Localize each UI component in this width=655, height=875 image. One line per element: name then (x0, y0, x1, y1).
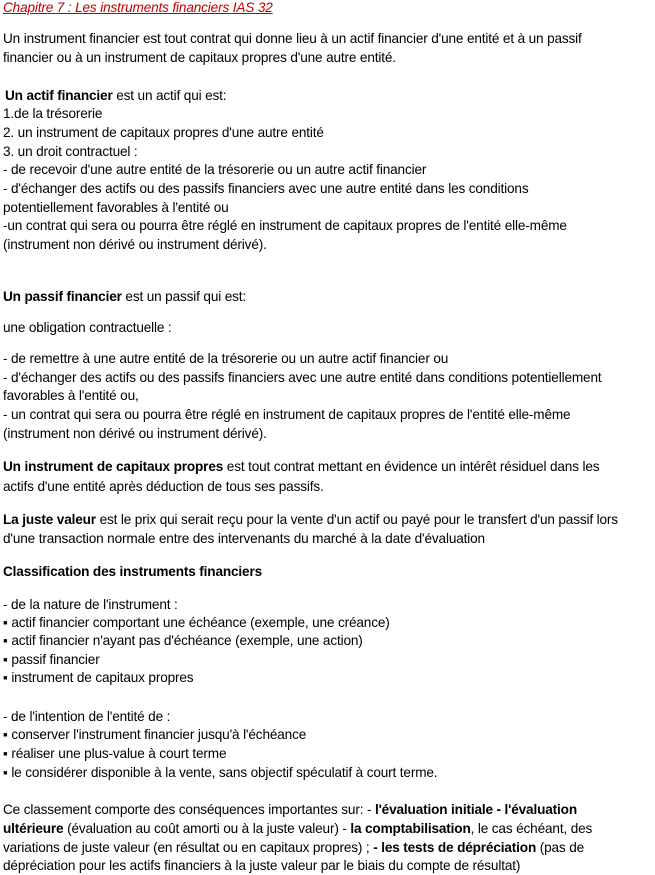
passif-definition (3, 289, 655, 305)
juste-term: La juste valeur (3, 512, 96, 527)
list-item: ▪ le considérer disponible à la vente, sans objectif spéculatif à court terme. (3, 765, 438, 780)
consequences-line: Ce classement comporte des conséquences importantes sur: - l'évaluation initiale - l'évaluation (3, 802, 577, 817)
intro-line: Un instrument financier est tout contrat qui donne lieu à un actif financier d'une entité et à un passif (3, 31, 582, 46)
capitaux-def: est tout contrat mettant en évidence un intérêt résiduel dans les (223, 459, 600, 474)
list-item: ▪ actif financier comportant une échéance (exemple, une créance) (3, 615, 390, 630)
bullet-icon: ▪ (3, 727, 8, 742)
list-item: 3. un droit contractuel : (3, 144, 138, 159)
consequences-line: variations de juste valeur (en résultat ou en capitaux propres) ; - les tests de dépréciation (pas de (3, 840, 585, 855)
list-item: (instrument non dérivé ou instrument dérivé). (3, 426, 267, 441)
page-title: Chapitre 7 : Les instruments financiers IAS 32 (3, 0, 273, 15)
actif-definition (5, 88, 655, 104)
consequences-line: dépréciation pour les actifs financiers à la juste valeur par le biais du compte de résultat) (3, 858, 521, 873)
section-heading (3, 564, 655, 580)
passif-term: Un passif financier (3, 289, 122, 304)
consequences-line: ultérieure (évaluation au coût amorti ou à la juste valeur) - la comptabilisation, le cas échéant, des (3, 821, 593, 836)
list-item: ▪ réaliser une plus-value à court terme (3, 746, 227, 761)
list-item: (instrument non dérivé ou instrument dérivé). (3, 237, 267, 252)
nature-label: - de la nature de l'instrument : (3, 597, 178, 612)
list-item: ▪ passif financier (3, 652, 100, 667)
passif-obligation: une obligation contractuelle : (3, 320, 172, 335)
list-item: ▪ actif financier n'ayant pas d'échéance (exemple, une action) (3, 633, 363, 648)
list-item: 2. un instrument de capitaux propres d'une autre entité (3, 125, 324, 140)
actif-def: est un actif qui est: (112, 88, 227, 103)
list-item: - un contrat qui sera ou pourra être réglé en instrument de capitaux propres de l'entité elle-même (3, 407, 571, 422)
classification-heading: Classification des instruments financiers (3, 564, 263, 579)
list-item: ▪ instrument de capitaux propres (3, 670, 194, 685)
list-item: 1.de la trésorerie (3, 106, 103, 121)
passif-def: est un passif qui est: (121, 289, 247, 304)
capitaux-line2: actifs d'une entité après déduction de tous ses passifs. (3, 479, 324, 494)
list-item: - d'échanger des actifs ou des passifs financiers avec une autre entité dans conditions potentiellement (3, 370, 602, 385)
juste-definition (3, 512, 655, 528)
actif-term: Un actif financier (5, 88, 113, 103)
list-item: ▪ conserver l'instrument financier jusqu'à l'échéance (3, 727, 307, 742)
list-item: - de remettre à une autre entité de la trésorerie ou un autre actif financier ou (3, 351, 449, 366)
intention-label: - de l'intention de l'entité de : (3, 709, 171, 724)
capitaux-definition (3, 459, 655, 475)
capitaux-term: Un instrument de capitaux propres (3, 459, 224, 474)
list-item: potentiellement favorables à l'entité ou (3, 200, 229, 215)
bullet-icon: ▪ (3, 670, 8, 685)
bullet-icon: ▪ (3, 652, 8, 667)
bullet-icon: ▪ (3, 633, 8, 648)
list-item: - d'échanger des actifs ou des passifs financiers avec une autre entité dans les conditions (3, 181, 529, 196)
bullet-icon: ▪ (3, 746, 8, 761)
juste-def: est le prix qui serait reçu pour la vente d'un actif ou payé pour le transfert d'un passif lors (95, 512, 618, 527)
list-item: favorables à l'entité ou, (3, 388, 139, 403)
bullet-icon: ▪ (3, 765, 8, 780)
bullet-icon: ▪ (3, 615, 8, 630)
list-item: - de recevoir d'une autre entité de la trésorerie ou un autre actif financier (3, 162, 427, 177)
intro-line: financier ou à un instrument de capitaux propres d'une autre entité. (3, 50, 396, 65)
juste-line2: d'une transaction normale entre des intervenants du marché à la date d'évaluation (3, 531, 485, 546)
list-item: -un contrat qui sera ou pourra être réglé en instrument de capitaux propres de l'entité elle-même (3, 218, 567, 233)
